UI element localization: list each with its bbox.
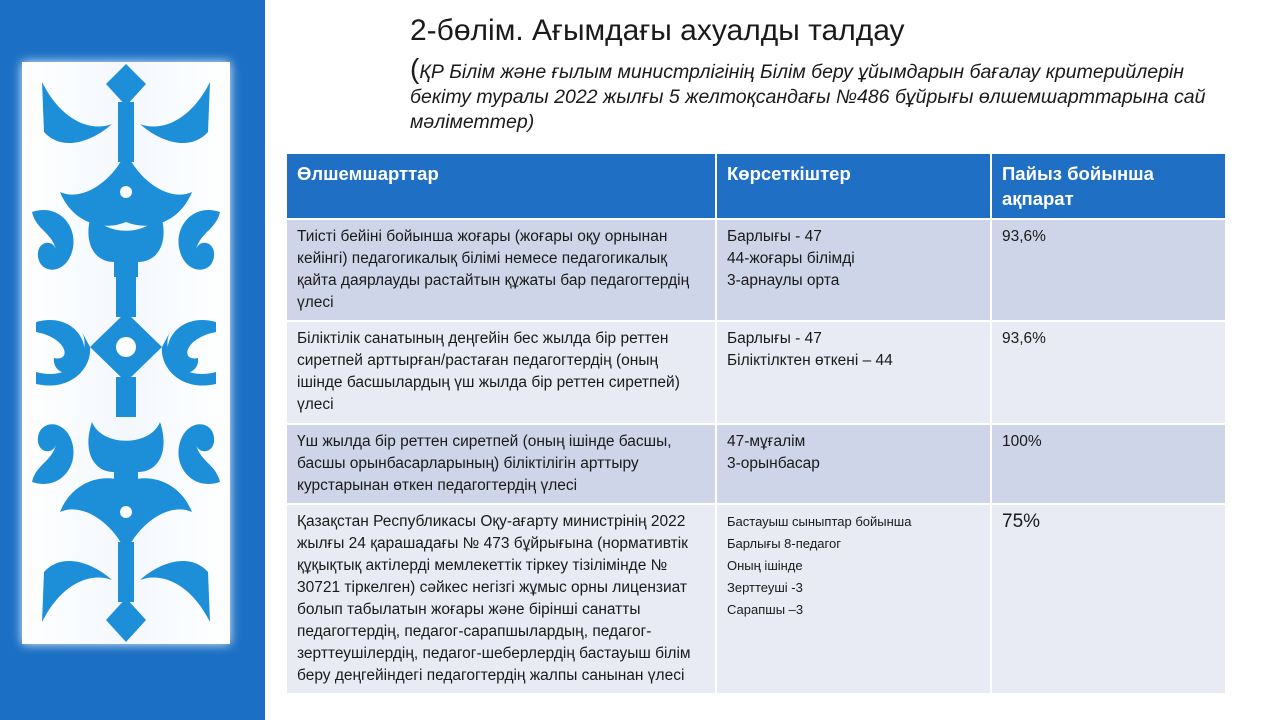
percent-cell: 93,6% [991, 321, 1226, 424]
kazakh-ornament-image [22, 62, 230, 644]
percent-cell: 100% [991, 424, 1226, 504]
percent-cell: 93,6% [991, 219, 1226, 321]
column-header-criteria: Өлшемшарттар [286, 153, 716, 219]
page-title: 2-бөлім. Ағымдағы ахуалды талдау [410, 14, 905, 47]
indicators-cell: Барлығы - 47 Біліктілктен өткені – 44 [716, 321, 991, 424]
subtitle-text: ҚР Білім және ғылым министрлігінің Білім беру ұйымдарын бағалау критерийлерін бекіту туралы 2022 жылғы 5 желтоқсандағы №486 бұйрығы өлшемшарттарына сай мәліметтер) [410, 61, 1206, 133]
table-row [286, 424, 1226, 504]
ornament-icon [22, 62, 230, 644]
criteria-table [285, 152, 1227, 695]
table-row [286, 219, 1226, 321]
page-subtitle [410, 53, 1240, 135]
table-row [286, 504, 1226, 694]
column-header-indicators: Көрсеткіштер [716, 153, 991, 219]
percent-cell: 75% [991, 504, 1226, 694]
side-band [0, 0, 265, 720]
subtitle-paren: ( [410, 53, 420, 84]
criterion-cell: Тиісті бейіні бойынша жоғары (жоғары оқу орнынан кейінгі) педагогикалық білімі немесе педагогикалық қайта даярлауды растайтын құжаты бар педагогтердің үлесі [286, 219, 716, 321]
criterion-cell: Қазақстан Республикасы Оқу-ағарту министрінің 2022 жылғы 24 қарашадағы № 473 бұйрығына (нормативтік құқықтық актілерді мемлекеттік тіркеу тізілімінде № 30721 тіркелген) сәйкес негізгі жұмыс орны лицензиат болып табылатын жоғары және бірінші санатты педагогтердің, педагог-сарапшылардың, педагог-зерттеушілердің, педагог-шеберлердің бастауыш білім беру деңгейіндегі педагогтердің жалпы санынан үлесі [286, 504, 716, 694]
criterion-cell: Үш жылда бір реттен сиретпей (оның ішінде басшы, басшы орынбасарларының) біліктілігін арттыру курстарынан өткен педагогтердің үлесі [286, 424, 716, 504]
indicators-cell: Барлығы - 47 44-жоғары білімді 3-арнаулы орта [716, 219, 991, 321]
column-header-percent: Пайыз бойынша ақпарат [991, 153, 1226, 219]
criterion-cell: Біліктілік санатының деңгейін бес жылда бір реттен сиретпей арттырған/растаған педагогтердің (оның ішінде басшылардың үш жылда бір реттен сиретпей) үлесі [286, 321, 716, 424]
indicators-cell: 47-мұғалім 3-орынбасар [716, 424, 991, 504]
indicators-cell: Бастауыш сыныптар бойынша Барлығы 8-педагог Оның ішінде Зерттеуші -3 Сарапшы –3 [716, 504, 991, 694]
table-row [286, 321, 1226, 424]
table-header-row [286, 153, 1226, 219]
